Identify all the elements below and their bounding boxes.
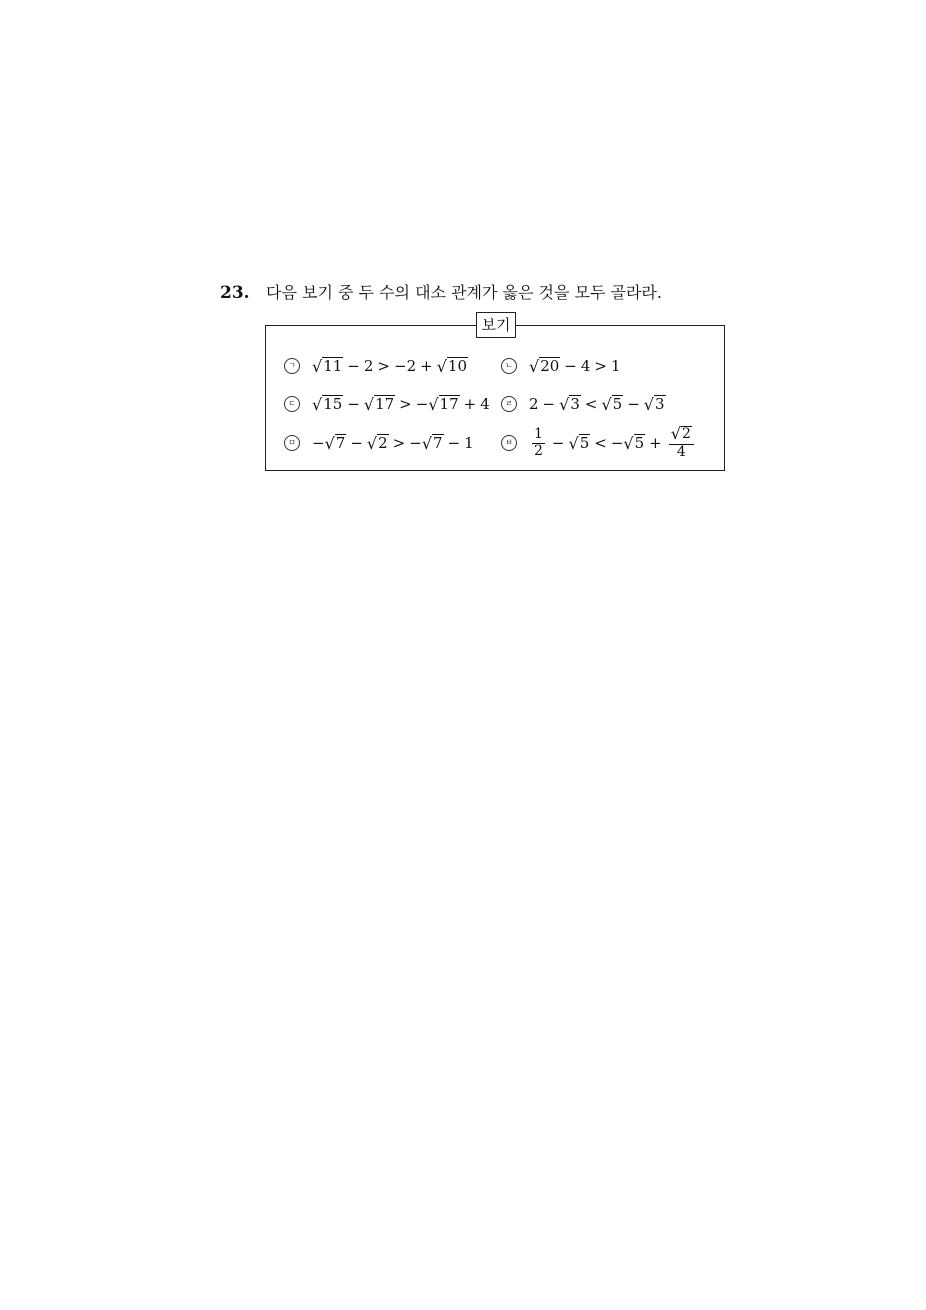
fraction [669, 426, 694, 460]
sqrt: √ 5 [623, 433, 645, 453]
operator: − [447, 434, 461, 452]
term: 1 [464, 434, 474, 452]
sqrt: √ 11 [312, 356, 343, 376]
sqrt: √ 17 [428, 394, 459, 414]
bogi-item-4 [501, 395, 666, 413]
bogi-item-1 [284, 357, 468, 375]
sqrt: √ 2 [670, 424, 691, 444]
operator: − [551, 434, 565, 453]
sqrt: √ 10 [436, 356, 467, 376]
item-mark: ㄱ [284, 358, 300, 374]
operator: − [350, 434, 363, 452]
operator: − [409, 434, 422, 452]
sqrt: √ 15 [312, 394, 343, 414]
operator: − [542, 395, 556, 413]
operator: − [347, 357, 360, 375]
bogi-item-5 [284, 434, 474, 452]
bogi-label: 보기 [476, 312, 516, 338]
item-mark: ㅁ [284, 435, 300, 451]
question [220, 282, 740, 304]
relation: > [377, 357, 390, 375]
operator: + [649, 434, 662, 453]
item-mark: ㄹ [501, 396, 517, 412]
sqrt: √ 20 [529, 356, 560, 376]
question-number: 23. [220, 283, 250, 303]
sqrt: √ 17 [363, 394, 395, 414]
term: 4 [480, 395, 490, 413]
relation: < [584, 395, 598, 413]
term: 1 [611, 357, 621, 375]
bogi-item-2 [501, 357, 621, 375]
item-mark: ㄷ [284, 396, 300, 412]
sqrt: √ 7 [324, 433, 346, 453]
sqrt: √ 7 [421, 433, 443, 453]
bogi-item-6 [501, 426, 697, 460]
term: 2 [529, 395, 539, 413]
term: 4 [580, 357, 591, 375]
operator: − [627, 395, 640, 413]
sqrt: √ 5 [601, 394, 623, 414]
operator: − [564, 357, 577, 375]
operator: + [420, 357, 433, 375]
sqrt: √ 2 [366, 433, 388, 453]
relation: > [594, 357, 607, 375]
relation: < [594, 434, 607, 453]
relation: > [399, 395, 412, 413]
denominator: 2 [534, 442, 543, 459]
question-text: 다음 보기 중 두 수의 대소 관계가 옳은 것을 모두 골라라. [266, 283, 662, 302]
operator: + [463, 395, 477, 413]
relation: > [392, 434, 406, 452]
operator: − [610, 434, 624, 453]
numerator [669, 426, 694, 445]
operator: − [415, 395, 429, 413]
term: 2 [363, 357, 374, 375]
operator: − [312, 434, 325, 452]
bogi-item-3 [284, 395, 490, 413]
operator: − [347, 395, 360, 413]
term: −2 [394, 357, 417, 375]
sqrt: √ 5 [568, 433, 590, 453]
sqrt: √ 3 [559, 394, 580, 414]
sqrt: √ 3 [643, 394, 665, 414]
numerator: 1 [534, 426, 543, 443]
item-mark: ㄴ [501, 358, 517, 374]
denominator: 4 [676, 443, 686, 460]
fraction [532, 427, 545, 459]
item-mark: ㅂ [501, 435, 517, 451]
